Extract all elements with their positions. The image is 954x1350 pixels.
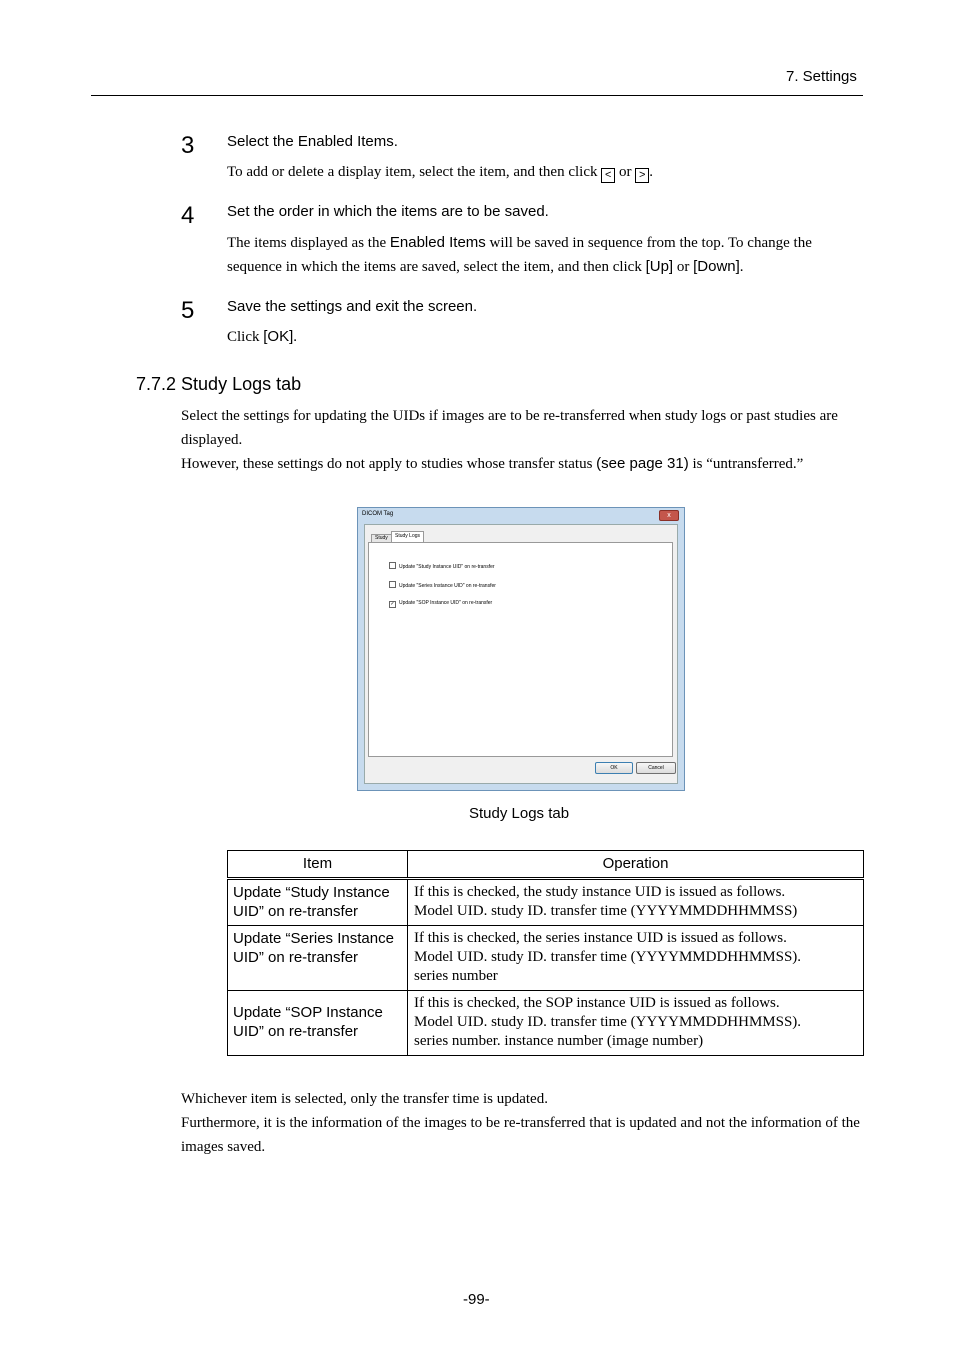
checkbox[interactable] (389, 581, 396, 588)
option-study-instance-uid[interactable]: Update "Study Instance UID" on re-transfer (389, 562, 495, 571)
tab-study[interactable]: Study (371, 534, 392, 542)
table-row (228, 926, 864, 991)
cancel-button[interactable]: Cancel (636, 762, 676, 774)
move-right-button-glyph: > (635, 168, 649, 183)
operation-cell: If this is checked, the SOP instance UID is issued as follows. Model UID. study ID. transfer time (YYYYMMDDHHMMSS). series number. instance number (image number) (408, 991, 864, 1056)
section-note: However, these settings do not apply to studies whose transfer status (see page 31) is “untransferred.” (181, 455, 804, 472)
table-row (228, 879, 864, 926)
option-sop-instance-uid[interactable]: ✓ Update "SOP Instance UID" on re-transfer (390, 600, 493, 607)
column-header-item: Item (228, 851, 408, 879)
section-intro: Select the settings for updating the UIDs if images are to be re-transferred when study logs or past studies are displayed. (181, 408, 838, 448)
step-body: To add or delete a display item, select the item, and then click < or > . (227, 164, 653, 181)
move-left-button-glyph: < (601, 168, 615, 183)
step-body: Click [OK]. (227, 328, 298, 345)
running-header: 7. Settings (786, 68, 857, 85)
checkbox-checked[interactable]: ✓ (390, 601, 395, 607)
dialog-title: DICOM Tag (362, 511, 394, 517)
step-title: Save the settings and exit the screen. (227, 298, 478, 315)
dicom-tag-dialog (357, 507, 685, 791)
operation-cell: If this is checked, the series instance UID is issued as follows. Model UID. study ID. transfer time (YYYYMMDDHHMMSS). series number (408, 926, 864, 991)
checkbox[interactable] (389, 562, 396, 569)
close-icon[interactable]: x (659, 510, 679, 521)
section-heading: 7.7.2 Study Logs tab (136, 374, 302, 394)
tab-panel (368, 542, 673, 757)
step-title: Select the Enabled Items. (227, 133, 398, 150)
tab-study-logs[interactable]: Study Logs (391, 531, 424, 542)
item-cell: Update “Study Instance UID” on re-transfer (228, 879, 408, 926)
figure-caption: Study Logs tab (469, 805, 570, 822)
column-header-operation: Operation (408, 851, 864, 879)
operations-table (227, 850, 864, 1056)
step-number: 3 (181, 132, 195, 159)
step-body: The items displayed as the Enabled Items will be saved in sequence from the top. To change the sequence in which the items are saved, select the item, and then click [Up] or [Down]. (227, 234, 812, 275)
step-number: 5 (181, 297, 195, 324)
table-row (228, 991, 864, 1056)
dialog-titlebar (358, 508, 684, 523)
option-series-instance-uid[interactable]: Update "Series Instance UID" on re-transfer (389, 581, 496, 590)
item-cell: Update “SOP Instance UID” on re-transfer (228, 991, 408, 1056)
operation-cell: If this is checked, the study instance UID is issued as follows. Model UID. study ID. transfer time (YYYYMMDDHHMMSS) (408, 879, 864, 926)
note-paragraph: Furthermore, it is the information of the images to be re-transferred that is updated and not the information of the images saved. (181, 1115, 860, 1155)
note-paragraph: Whichever item is selected, only the transfer time is updated. (181, 1091, 548, 1107)
step-number: 4 (181, 202, 195, 229)
item-cell: Update “Series Instance UID” on re-transfer (228, 926, 408, 991)
header-rule (91, 95, 863, 96)
step-title: Set the order in which the items are to be saved. (227, 203, 549, 220)
table-header-row (228, 851, 864, 879)
page-number: -99- (463, 1291, 490, 1308)
page-reference: (see page 31) (596, 455, 689, 472)
ok-button[interactable]: OK (595, 762, 633, 774)
dialog-client-area (364, 524, 678, 784)
